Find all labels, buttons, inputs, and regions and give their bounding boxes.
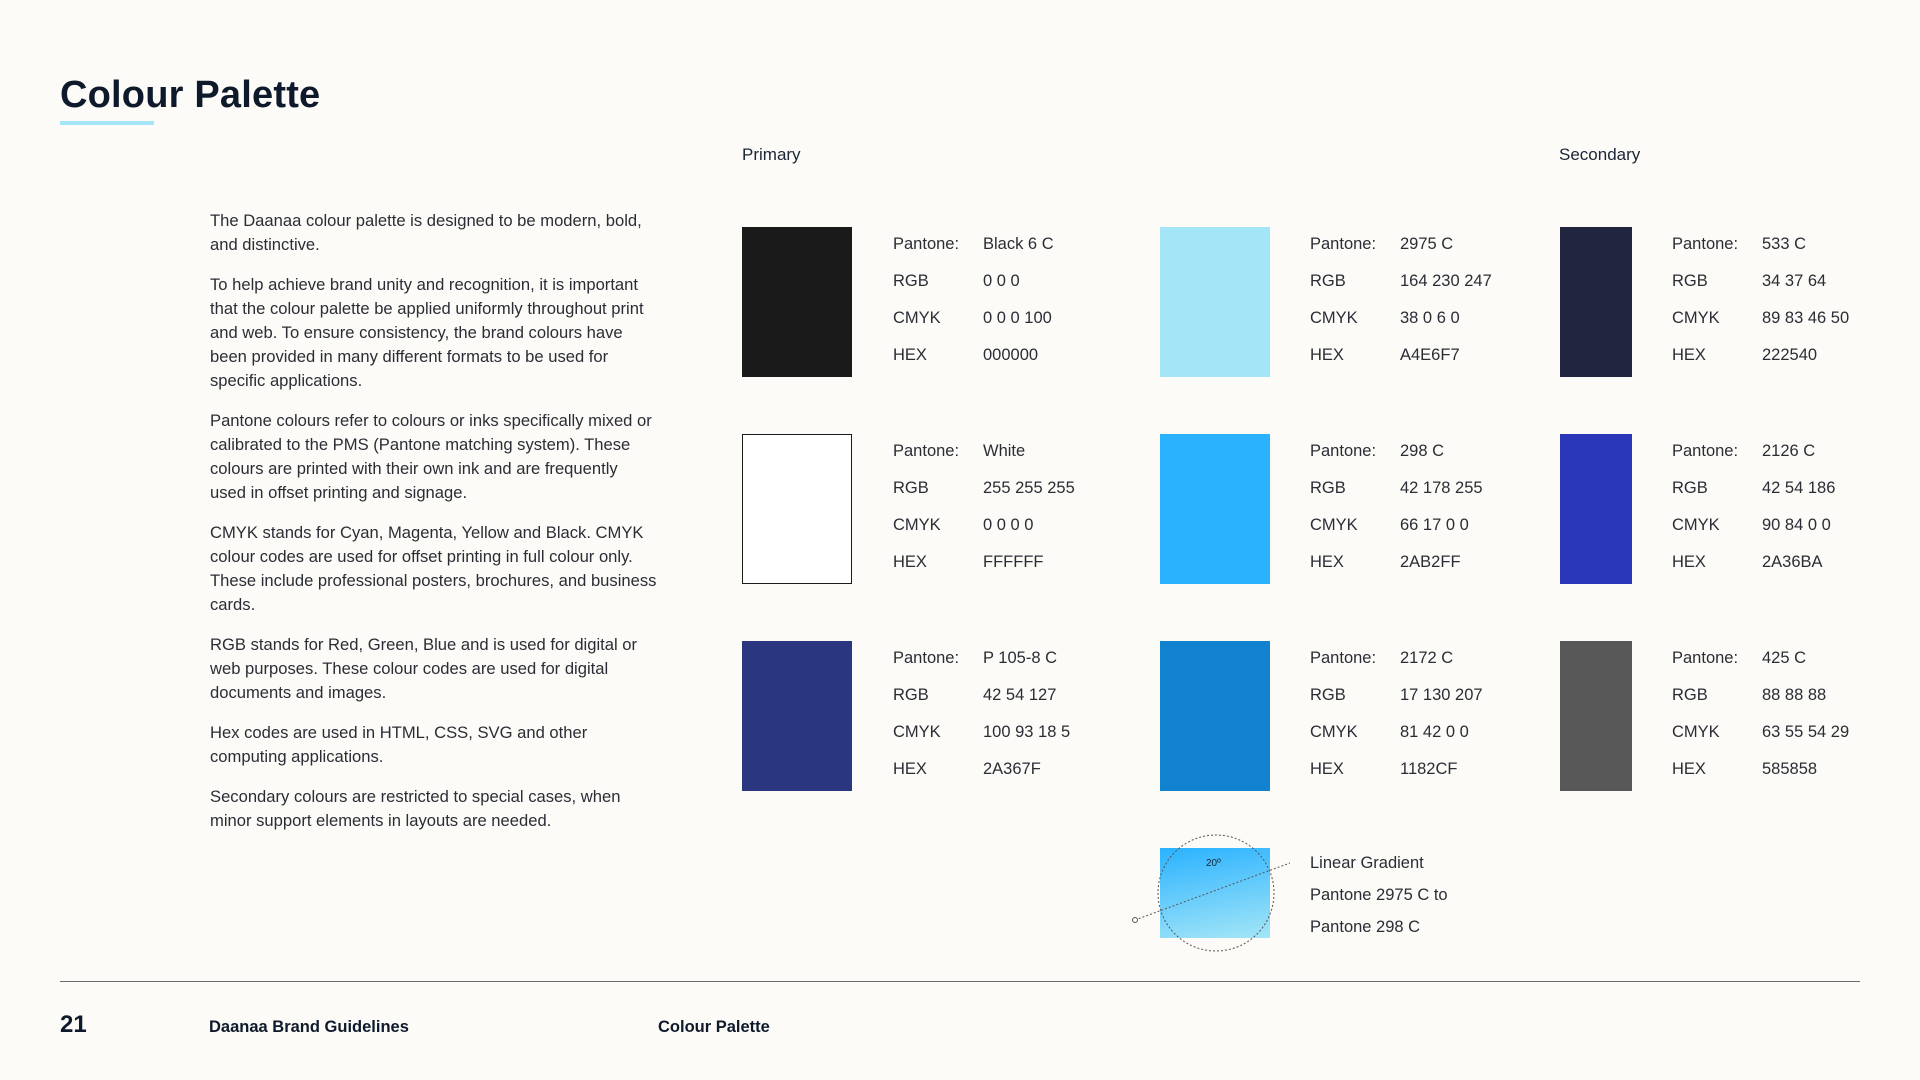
swatch-black [742, 227, 852, 377]
gradient-from: Pantone 2975 C to [1310, 886, 1448, 904]
cmyk-value: 63 55 54 29 [1762, 723, 1850, 741]
cmyk-label: CMYK [1672, 309, 1720, 327]
spec-grey [1672, 649, 1849, 797]
pantone-label: Pantone: [893, 442, 960, 460]
hex-label: HEX [1310, 760, 1344, 778]
pantone-value: Black 6 C [983, 235, 1054, 253]
page-number: 21 [60, 1011, 87, 1038]
cmyk-value: 100 93 18 5 [983, 723, 1071, 741]
swatch-navy [742, 641, 852, 791]
gradient-description [1310, 854, 1448, 950]
gradient-angle-diagram [1120, 830, 1290, 960]
gradient-circle [1158, 835, 1274, 951]
page-title: Colour Palette [60, 74, 321, 116]
pantone-value: 298 C [1400, 442, 1445, 460]
pantone-label: Pantone: [1672, 442, 1739, 460]
gradient-diagram [1120, 830, 1290, 960]
pantone-value: 533 C [1762, 235, 1807, 253]
cmyk-label: CMYK [1310, 516, 1358, 534]
cmyk-value: 89 83 46 50 [1762, 309, 1850, 327]
rgb-value: 34 37 64 [1762, 272, 1827, 290]
cmyk-label: CMYK [893, 723, 941, 741]
pantone-value: 2126 C [1762, 442, 1816, 460]
cmyk-label: CMYK [1310, 309, 1358, 327]
rgb-value: 42 178 255 [1400, 479, 1483, 497]
rgb-value: 42 54 186 [1762, 479, 1836, 497]
hex-value: 2A36BA [1762, 553, 1823, 571]
cmyk-value: 66 17 0 0 [1400, 516, 1469, 534]
swatch-white [742, 434, 852, 584]
pantone-value: 2975 C [1400, 235, 1454, 253]
rgb-value: 255 255 255 [983, 479, 1075, 497]
hex-label: HEX [1672, 346, 1706, 364]
hex-value: 585858 [1762, 760, 1818, 778]
hex-label: HEX [1310, 553, 1344, 571]
cmyk-value: 0 0 0 100 [983, 309, 1052, 327]
swatch-grey [1560, 641, 1632, 791]
cmyk-label: CMYK [1672, 723, 1720, 741]
hex-value: 1182CF [1400, 760, 1458, 778]
hex-label: HEX [1672, 553, 1706, 571]
pantone-label: Pantone: [1672, 235, 1739, 253]
hex-label: HEX [1310, 346, 1344, 364]
rgb-label: RGB [1310, 686, 1346, 704]
spec-sky-blue [1310, 442, 1483, 590]
cmyk-value: 0 0 0 0 [983, 516, 1034, 534]
footer-doc-title: Daanaa Brand Guidelines [209, 1018, 409, 1036]
pantone-value: 2172 C [1400, 649, 1454, 667]
swatch-sky-blue [1160, 434, 1270, 584]
footer-section-title: Colour Palette [658, 1018, 770, 1036]
pantone-label: Pantone: [893, 649, 960, 667]
swatch-royal-blue [1560, 434, 1632, 584]
pantone-label: Pantone: [1310, 649, 1377, 667]
gradient-to: Pantone 298 C [1310, 918, 1421, 936]
pantone-label: Pantone: [1672, 649, 1739, 667]
gradient-handle-start [1133, 918, 1138, 923]
cmyk-label: CMYK [893, 516, 941, 534]
body-paragraph: To help achieve brand unity and recognition, it is important that the colour palette be applied uniformly throughout print and web. To ensure consistency, the brand colours have been provided in many different formats to be used for specific applications. [210, 275, 644, 390]
cmyk-value: 90 84 0 0 [1762, 516, 1831, 534]
rgb-value: 88 88 88 [1762, 686, 1827, 704]
body-paragraph: CMYK stands for Cyan, Magenta, Yellow and Black. CMYK colour codes are used for offset printing in full colour only. These include professional posters, brochures, and business cards. [210, 523, 657, 614]
swatch-light-blue [1160, 227, 1270, 377]
rgb-label: RGB [893, 686, 929, 704]
spec-royal-blue [1672, 442, 1835, 590]
rgb-value: 42 54 127 [983, 686, 1057, 704]
hex-label: HEX [893, 760, 927, 778]
body-paragraph: Secondary colours are restricted to special cases, when minor support elements in layouts are needed. [210, 787, 621, 830]
hex-label: HEX [893, 553, 927, 571]
cmyk-label: CMYK [893, 309, 941, 327]
gradient-title: Linear Gradient [1310, 854, 1424, 872]
cmyk-label: CMYK [1310, 723, 1358, 741]
spec-light-blue [1310, 235, 1492, 383]
rgb-label: RGB [1310, 479, 1346, 497]
pantone-label: Pantone: [1310, 235, 1377, 253]
spec-navy [893, 649, 1070, 797]
rgb-value: 164 230 247 [1400, 272, 1492, 290]
hex-value: 222540 [1762, 346, 1818, 364]
body-paragraph: Hex codes are used in HTML, CSS, SVG and other computing applications. [210, 723, 588, 766]
secondary-label: Secondary [1559, 145, 1641, 164]
rgb-label: RGB [893, 479, 929, 497]
cmyk-value: 38 0 6 0 [1400, 309, 1460, 327]
rgb-label: RGB [1310, 272, 1346, 290]
body-text [210, 209, 658, 849]
cmyk-value: 81 42 0 0 [1400, 723, 1469, 741]
spec-white [893, 442, 1075, 590]
pantone-label: Pantone: [1310, 442, 1377, 460]
spec-dark-navy [1672, 235, 1849, 383]
body-paragraph: RGB stands for Red, Green, Blue and is used for digital or web purposes. These colour codes are used for digital documents and images. [210, 635, 638, 702]
pantone-value: White [983, 442, 1026, 460]
rgb-value: 0 0 0 [983, 272, 1020, 290]
title-underline [60, 121, 154, 125]
pantone-label: Pantone: [893, 235, 960, 253]
gradient-angle-label: 20º [1206, 858, 1221, 869]
hex-value: FFFFFF [983, 553, 1044, 571]
spec-black [893, 235, 1054, 383]
spec-blue [1310, 649, 1483, 797]
primary-label: Primary [742, 145, 801, 164]
rgb-label: RGB [893, 272, 929, 290]
rgb-label: RGB [1672, 686, 1708, 704]
hex-label: HEX [893, 346, 927, 364]
hex-value: A4E6F7 [1400, 346, 1460, 364]
pantone-value: P 105-8 C [983, 649, 1057, 667]
hex-value: 2AB2FF [1400, 553, 1461, 571]
body-paragraph: Pantone colours refer to colours or inks specifically mixed or calibrated to the PMS (Pantone matching system). These colours are printed with their own ink and are frequently used in offset printing and signage. [210, 411, 652, 502]
cmyk-label: CMYK [1672, 516, 1720, 534]
rgb-value: 17 130 207 [1400, 686, 1483, 704]
swatch-dark-navy [1560, 227, 1632, 377]
rgb-label: RGB [1672, 479, 1708, 497]
rgb-label: RGB [1672, 272, 1708, 290]
hex-value: 2A367F [983, 760, 1041, 778]
body-paragraph: The Daanaa colour palette is designed to be modern, bold, and distinctive. [210, 211, 642, 254]
pantone-value: 425 C [1762, 649, 1807, 667]
hex-value: 000000 [983, 346, 1039, 364]
footer-divider [60, 981, 1860, 982]
hex-label: HEX [1672, 760, 1706, 778]
swatch-blue [1160, 641, 1270, 791]
